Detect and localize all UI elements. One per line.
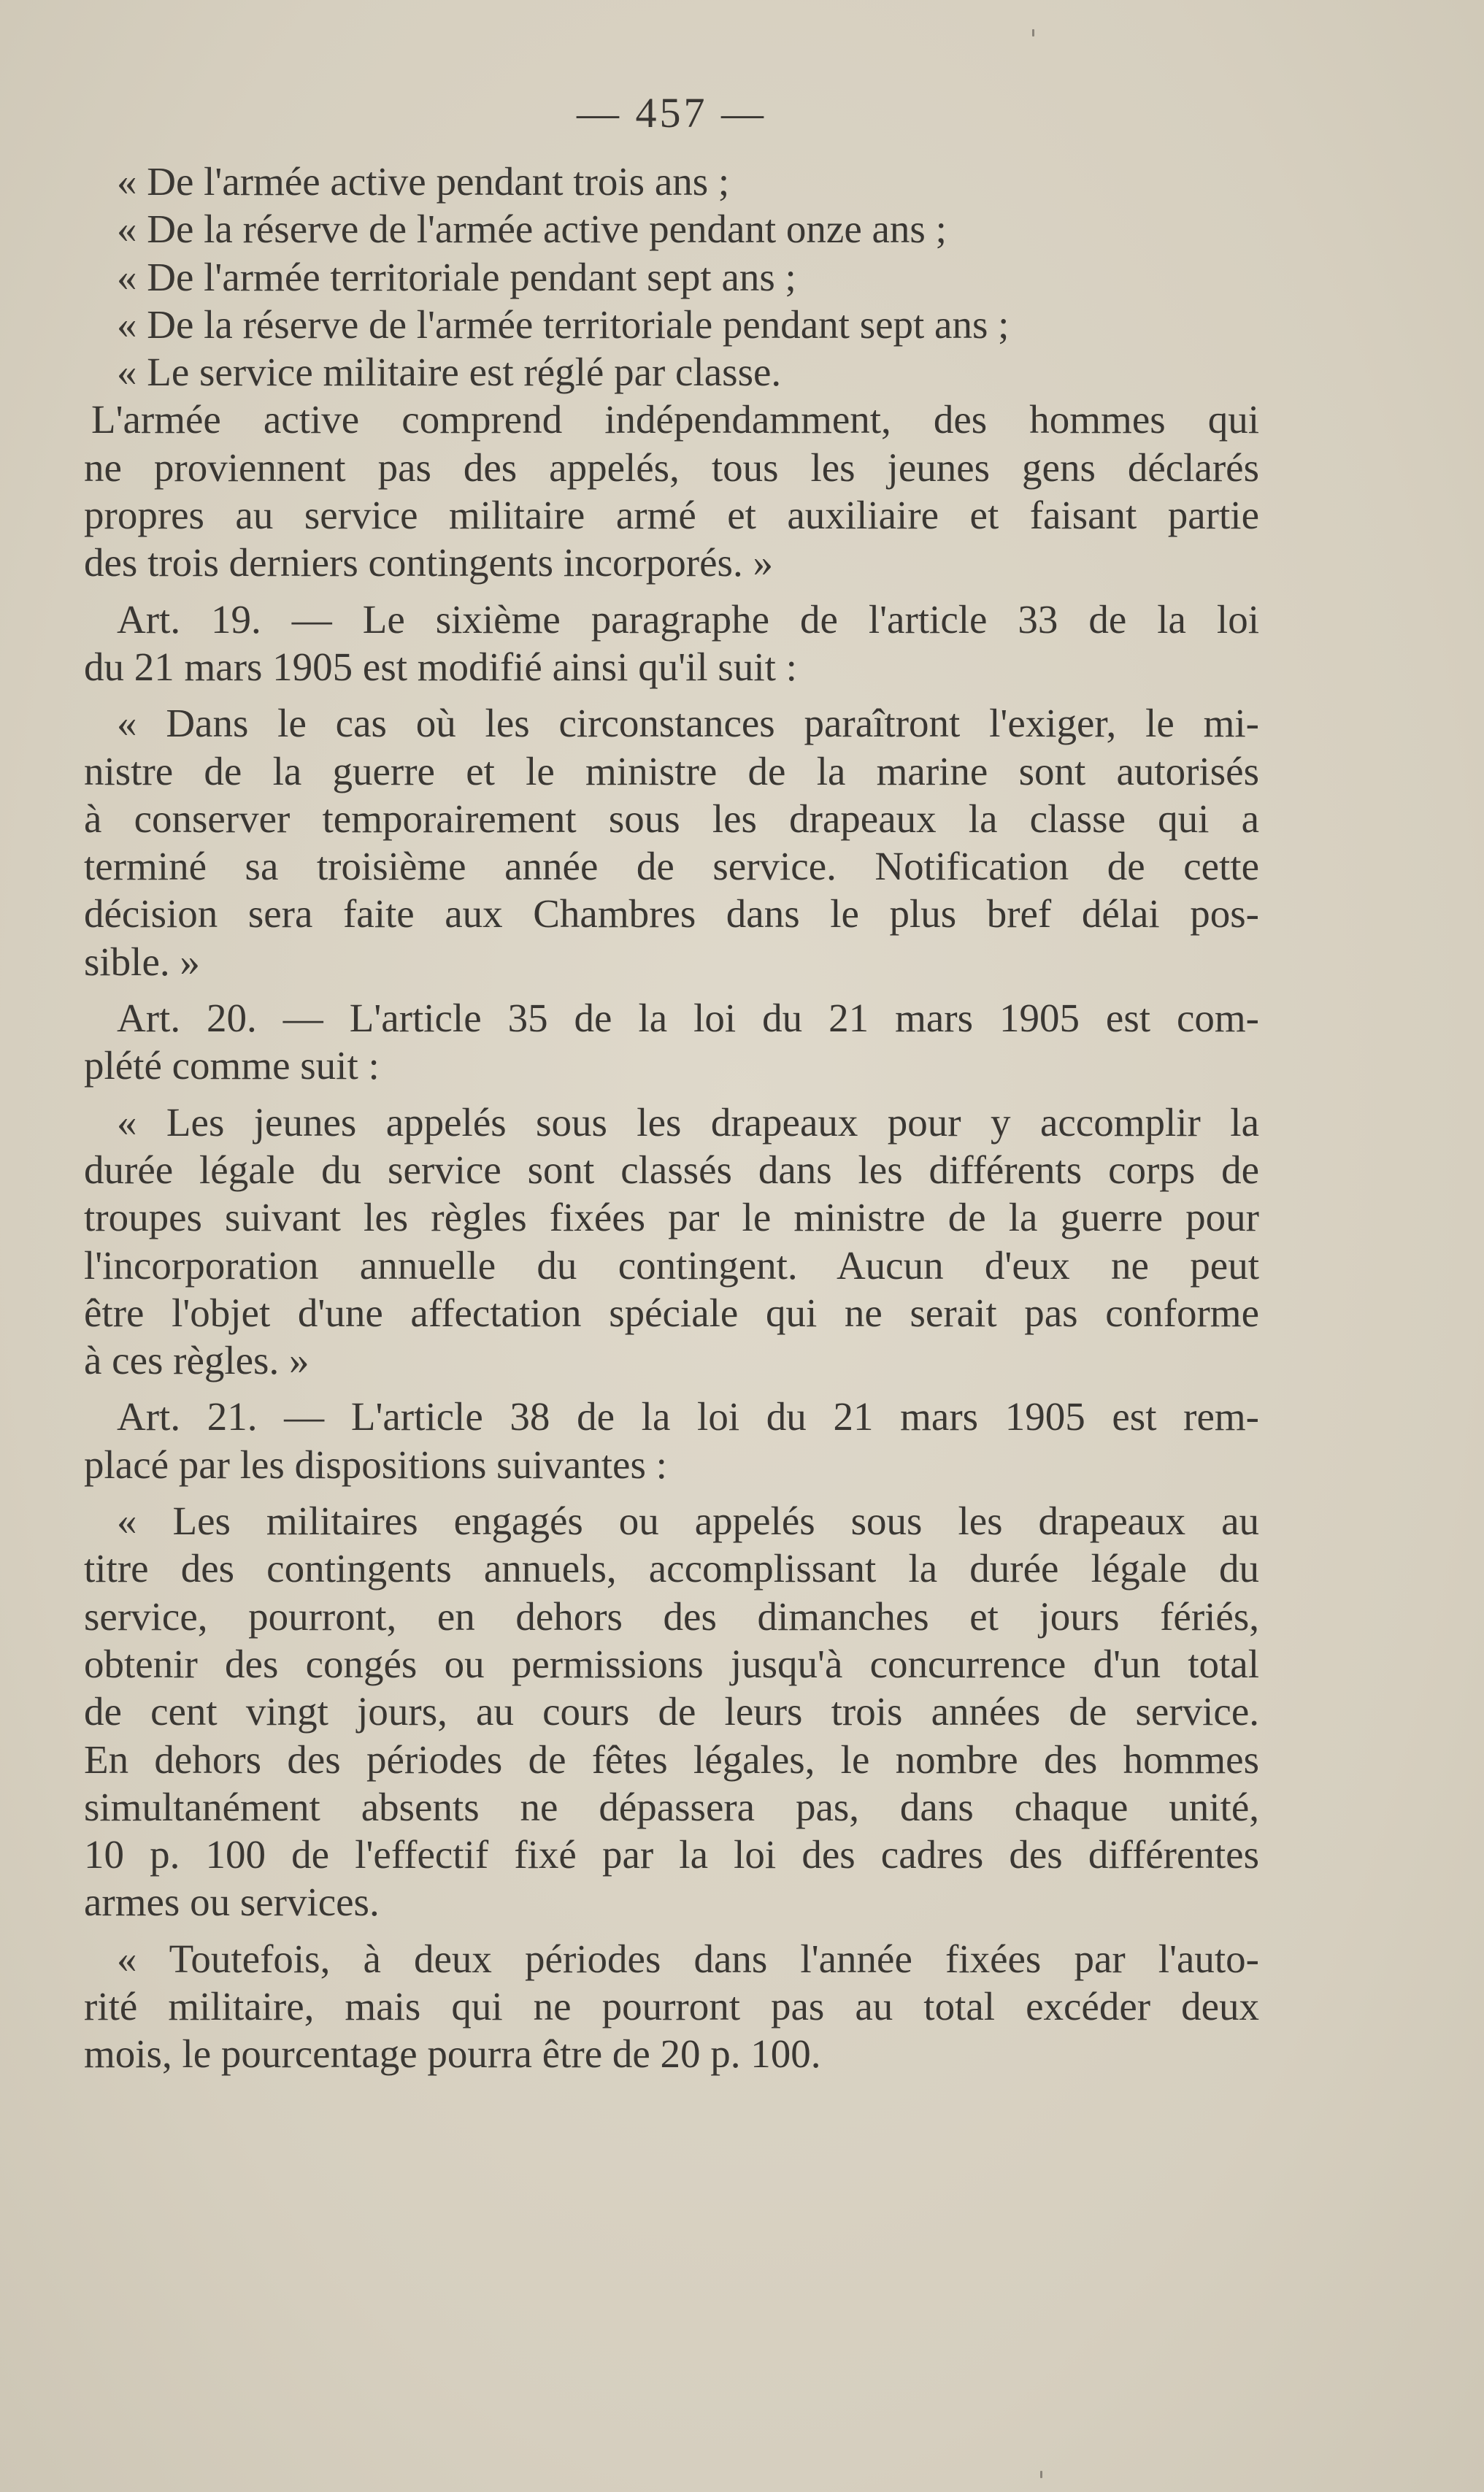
text-line: rité militaire, mais qui ne pourront pas au total excéder deux [84, 1983, 1259, 2028]
text-line: « De la réserve de l'armée territoriale pendant sept ans ; [117, 301, 1010, 347]
text-line: « Toutefois, à deux périodes dans l'année fixées par l'auto- [117, 1936, 1259, 1981]
text-line: « Les militaires engagés ou appelés sous les drapeaux au [117, 1499, 1259, 1544]
text-line: 10 p. 100 de l'effectif fixé par la loi des cadres des différentes [84, 1832, 1259, 1877]
text-line: propres au service militaire armé et auxiliaire et faisant partie [84, 493, 1259, 538]
text-line: terminé sa troisième année de service. Notification de cette [84, 844, 1259, 889]
article-heading-line: Art. 21. — L'article 38 de la loi du 21 mars 1905 est rem- [117, 1394, 1259, 1439]
paper-speck [1040, 2471, 1042, 2478]
text-line: à ces règles. » [84, 1338, 310, 1383]
text-line: nistre de la guerre et le ministre de la marine sont autorisés [84, 748, 1259, 793]
text-line: « Dans le cas où les circonstances paraîtront l'exiger, le mi- [117, 701, 1259, 746]
text-line: durée légale du service sont classés dans les différents corps de [84, 1147, 1259, 1192]
article-heading-line: Art. 19. — Le sixième paragraphe de l'article 33 de la loi [117, 596, 1259, 642]
text-line: à conserver temporairement sous les drapeaux la classe qui a [84, 796, 1259, 841]
text-line: du 21 mars 1905 est modifié ainsi qu'il suit : [84, 644, 797, 689]
text-line: ne proviennent pas des appelés, tous les jeunes gens déclarés [84, 445, 1259, 490]
text-line: être l'objet d'une affectation spéciale qui ne serait pas conforme [84, 1290, 1259, 1335]
text-line: sible. » [84, 939, 200, 984]
text-line: service, pourront, en dehors des dimanches et jours fériés, [84, 1593, 1259, 1639]
text-line: « De la réserve de l'armée active pendant onze ans ; [117, 207, 947, 252]
document-page [84, 88, 1259, 2078]
text-line: titre des contingents annuels, accomplissant la durée légale du [84, 1546, 1259, 1591]
article-heading-line: Art. 20. — L'article 35 de la loi du 21 mars 1905 est com- [117, 996, 1259, 1041]
page-number: — 457 — [577, 89, 766, 136]
text-line: L'armée active comprend indépendamment, des hommes qui [91, 397, 1259, 442]
text-line: placé par les dispositions suivantes : [84, 1442, 667, 1487]
text-line: armes ou services. [84, 1880, 380, 1925]
paper-speck [1032, 29, 1034, 36]
text-line: l'incorporation annuelle du contingent. Aucun d'eux ne peut [84, 1242, 1259, 1288]
text-line: « De l'armée active pendant trois ans ; [117, 159, 730, 204]
text-line: de cent vingt jours, au cours de leurs trois années de service. [84, 1689, 1259, 1734]
text-line: décision sera faite aux Chambres dans le plus bref délai pos- [84, 891, 1259, 937]
text-line: obtenir des congés ou permissions jusqu'à concurrence d'un total [84, 1641, 1259, 1686]
text-line: plété comme suit : [84, 1043, 380, 1088]
text-line: « De l'armée territoriale pendant sept ans ; [117, 254, 796, 299]
text-line: « Le service militaire est réglé par classe. [117, 350, 782, 395]
text-line: simultanément absents ne dépassera pas, dans chaque unité, [84, 1784, 1259, 1829]
text-line: mois, le pourcentage pourra être de 20 p. 100. [84, 2031, 821, 2077]
text-line: des trois derniers contingents incorporés. » [84, 540, 773, 585]
text-line: troupes suivant les règles fixées par le ministre de la guerre pour [84, 1195, 1259, 1240]
text-line: « Les jeunes appelés sous les drapeaux pour y accomplir la [117, 1099, 1259, 1145]
text-line: En dehors des périodes de fêtes légales, le nombre des hommes [84, 1737, 1259, 1782]
